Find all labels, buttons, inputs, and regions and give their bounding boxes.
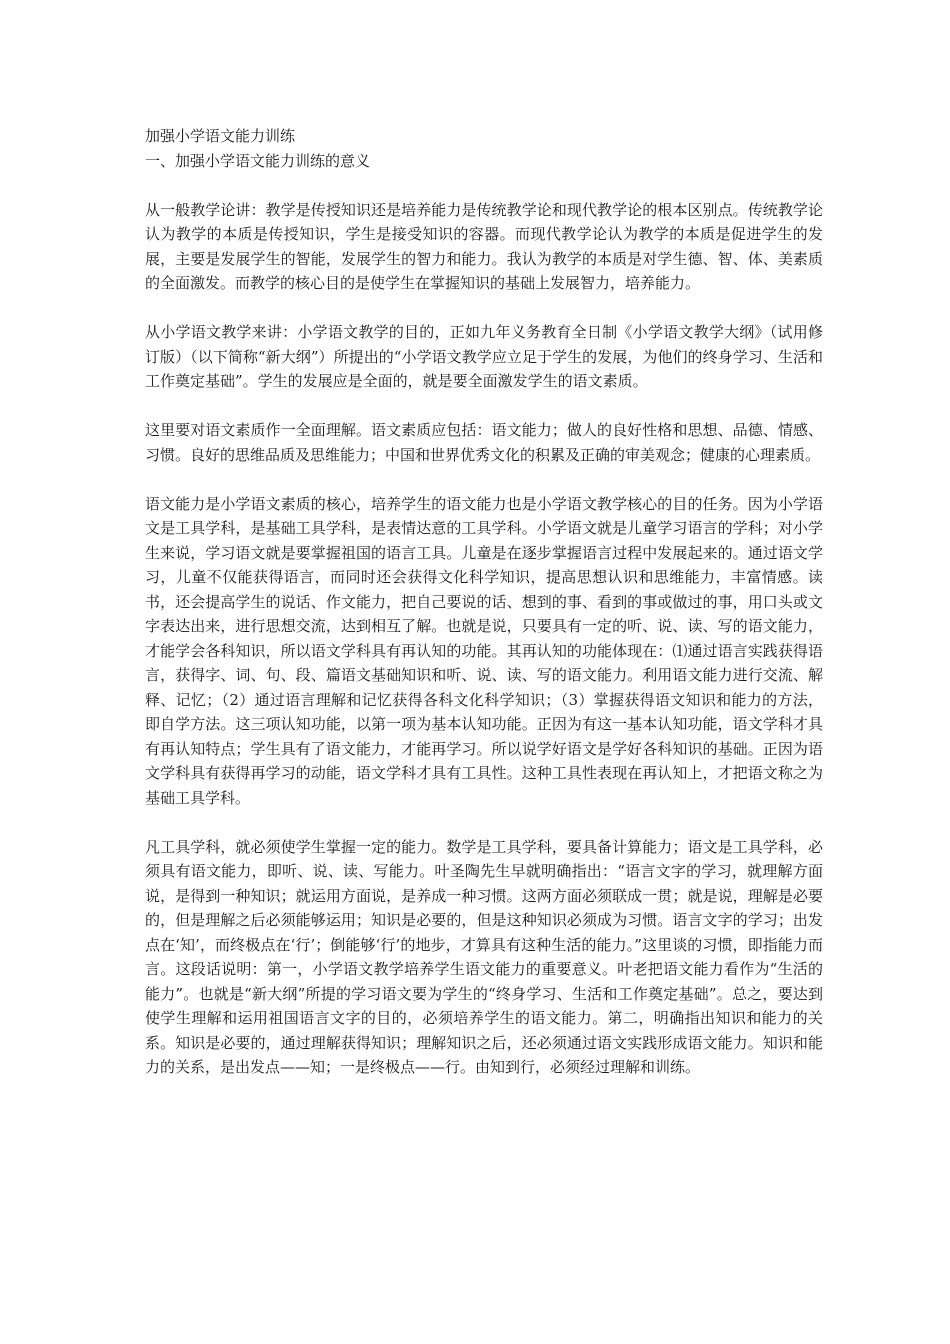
section-heading: 一、加强小学语文能力训练的意义 xyxy=(145,151,371,170)
paragraph-tool-subject: 凡工具学科，就必须使学生掌握一定的能力。数学是工具学科，要具备计算能力；语文是工具学科，必须具有语文能力，即听、说、读、写能力。叶圣陶先生早就明确指出：“语言文字的学习，就理解方面说，是得到一种知识；就运用方面说，是养成一种习惯。这两方面必须联成一贯；就是说，理解是必要的，但是理解之后必须能够运用；知识是必要的，但是这种知识必须成为习惯。语言文字的学习；出发点在‘知’，而终极点在‘行’；倒能够‘行’的地步，才算具有这种生活的能力。”这里谈的习惯，即指能力而言。这段话说明：第一，小学语文教学培养学生语文能力的重要意义。叶老把语文能力看作为“生活的能力”。也就是“新大纲”所提的学习语文要为学生的“终身学习、生活和工作奠定基础”。总之，要达到使学生理解和运用祖国语言文字的目的，必须培养学生的语文能力。第二，明确指出知识和能力的关系。知识是必要的，通过理解获得知识；理解知识之后，还必须通过语文实践形成语文能力。知识和能力的关系，是出发点——知；一是终极点——行。由知到行，必须经过理解和训练。 xyxy=(145,837,823,1076)
document-body xyxy=(145,124,823,1104)
paragraph-primary-chinese-teaching: 从小学语文教学来讲：小学语文教学的目的，正如九年义务教育全日制《小学语文教学大纲》（试用修订版）（以下简称“新大纲”）所提出的“小学语文教学应立足于学生的发展，为他们的终身学习、生活和工作奠定基础”。学生的发展应是全面的，就是要全面激发学生的语文素质。 xyxy=(145,323,823,390)
paragraph-language-ability-core: 语文能力是小学语文素质的核心，培养学生的语文能力也是小学语文教学核心的目的任务。因为小学语文是工具学科，是基础工具学科，是表情达意的工具学科。小学语文就是儿童学习语言的学科；对小学生来说，学习语文就是要掌握祖国的语言工具。儿童是在逐步掌握语言过程中发展起来的。通过语文学习，儿童不仅能获得语言，而同时还会获得文化科学知识，提高思想认识和思维能力，丰富情感。读书，还会提高学生的说话、作文能力，把自己要说的话、想到的事、看到的事或做过的事，用口头或文字表达出来，进行思想交流，达到相互了解。也就是说，只要具有一定的听、说、读、写的语文能力，才能学会各科知识，所以语文学科具有再认知的功能。其再认知的功能体现在：⑴通过语言实践获得语言，获得字、词、句、段、篇语文基础知识和听、说、读、写的语文能力。利用语文能力进行交流、解释、记忆；（2）通过语言理解和记忆获得各科文化科学知识；（3）掌握获得语文知识和能力的方法，即自学方法。这三项认知功能，以第一项为基本认知功能。正因为有这一基本认知功能，语文学科才具有再认知特点；学生具有了语文能力，才能再学习。所以说学好语文是学好各科知识的基础。正因为语文学科具有获得再学习的动能，语文学科才具有工具性。这种工具性表现在再认知上，才把语文称之为基础工具学科。 xyxy=(145,494,823,807)
paragraph-general-teaching-theory: 从一般教学论讲：教学是传授知识还是培养能力是传统教学论和现代教学论的根本区别点。传统教学论认为教学的本质是传授知识，学生是接受知识的容器。而现代教学论认为教学的本质是促进学生的发展，主要是发展学生的智能，发展学生的智力和能力。我认为教学的本质是对学生德、智、体、美素质的全面激发。而教学的核心目的是使学生在掌握知识的基础上发展智力，培养能力。 xyxy=(145,200,823,292)
blank-line xyxy=(145,173,823,198)
paragraph-chinese-literacy: 这里要对语文素质作一全面理解。语文素质应包括：语文能力；做人的良好性格和思想、品德、情感、习惯。良好的思维品质及思维能力；中国和世界优秀文化的积累及正确的审美观念；健康的心理素质。 xyxy=(145,421,823,464)
document-title: 加强小学语文能力训练 xyxy=(145,127,296,145)
